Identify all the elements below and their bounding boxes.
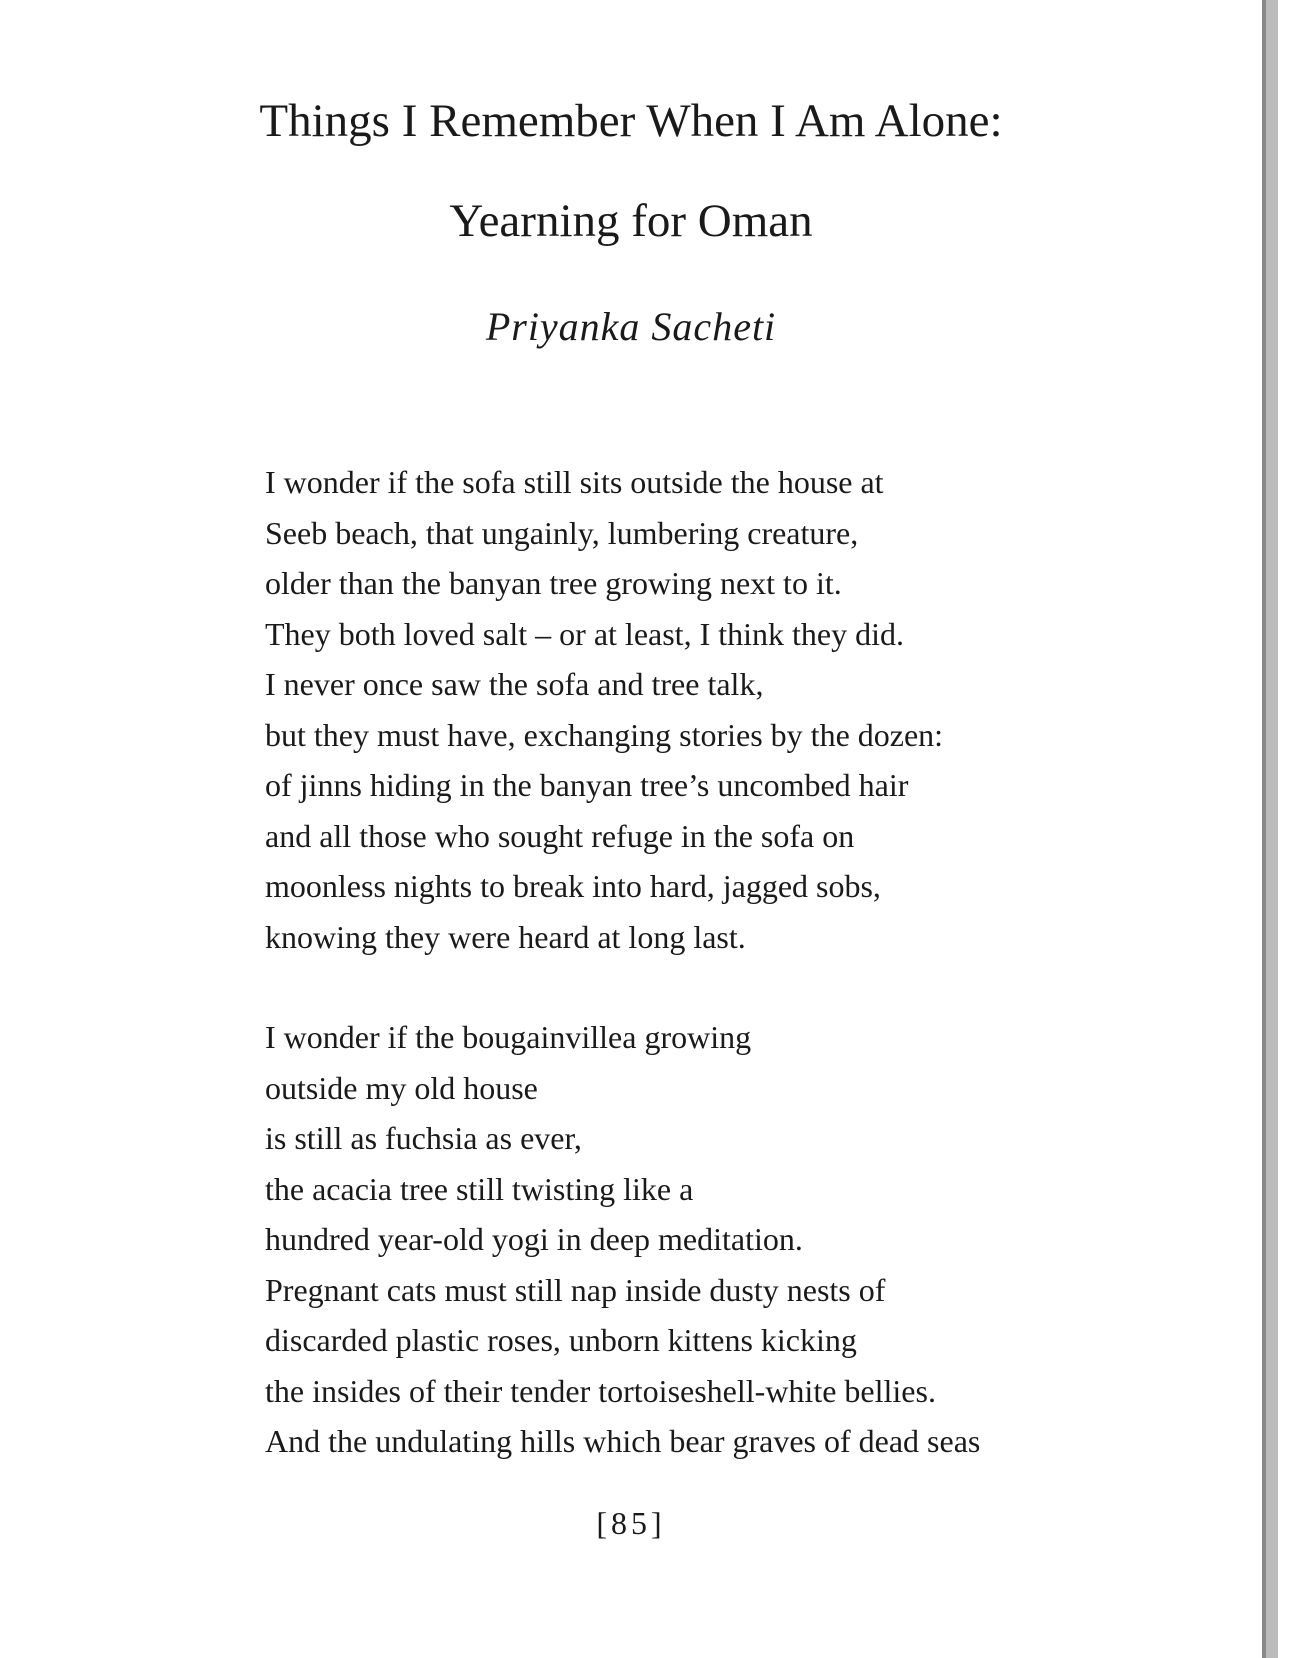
scrollbar-track[interactable] bbox=[1266, 0, 1278, 1658]
poem-line: Pregnant cats must still nap inside dusty nests of bbox=[265, 1271, 886, 1308]
poem-line: And the undulating hills which bear graves of dead seas bbox=[265, 1423, 981, 1459]
stanza-1 bbox=[265, 457, 943, 962]
poem-line: hundred year-old yogi in deep meditation. bbox=[265, 1221, 803, 1257]
stanza-2 bbox=[265, 1012, 980, 1467]
poem-line: older than the banyan tree growing next to it. bbox=[265, 565, 842, 601]
poem-line: Seeb beach, that ungainly, lumbering creature, bbox=[265, 514, 859, 551]
poem-line: I never once saw the sofa and tree talk, bbox=[265, 666, 764, 702]
poem-line: of jinns hiding in the banyan tree’s uncombed hair bbox=[265, 767, 909, 803]
poem-title-line-1: Things I Remember When I Am Alone: bbox=[259, 95, 1003, 147]
poem-author: Priyanka Sacheti bbox=[485, 304, 777, 349]
poem-line: They both loved salt – or at least, I think they did. bbox=[265, 615, 904, 652]
poem-line: I wonder if the bougainvillea growing bbox=[265, 1019, 752, 1055]
poem-line: I wonder if the sofa still sits outside the house at bbox=[265, 464, 884, 500]
poem-line: is still as fuchsia as ever, bbox=[265, 1120, 582, 1156]
page-number: [85] bbox=[596, 1505, 666, 1541]
poem-line: and all those who sought refuge in the sofa on bbox=[265, 817, 855, 854]
poem-line: the acacia tree still twisting like a bbox=[265, 1170, 694, 1207]
poem-line: the insides of their tender tortoiseshell-white bellies. bbox=[265, 1372, 936, 1409]
poem-title-line-2: Yearning for Oman bbox=[449, 195, 813, 247]
poem-line: discarded plastic roses, unborn kittens kicking bbox=[265, 1322, 857, 1358]
poem-line: but they must have, exchanging stories by the dozen: bbox=[265, 716, 944, 753]
poem-line: outside my old house bbox=[265, 1069, 538, 1106]
poem-line: moonless nights to break into hard, jagged sobs, bbox=[265, 868, 881, 904]
poem-line: knowing they were heard at long last. bbox=[265, 918, 746, 955]
